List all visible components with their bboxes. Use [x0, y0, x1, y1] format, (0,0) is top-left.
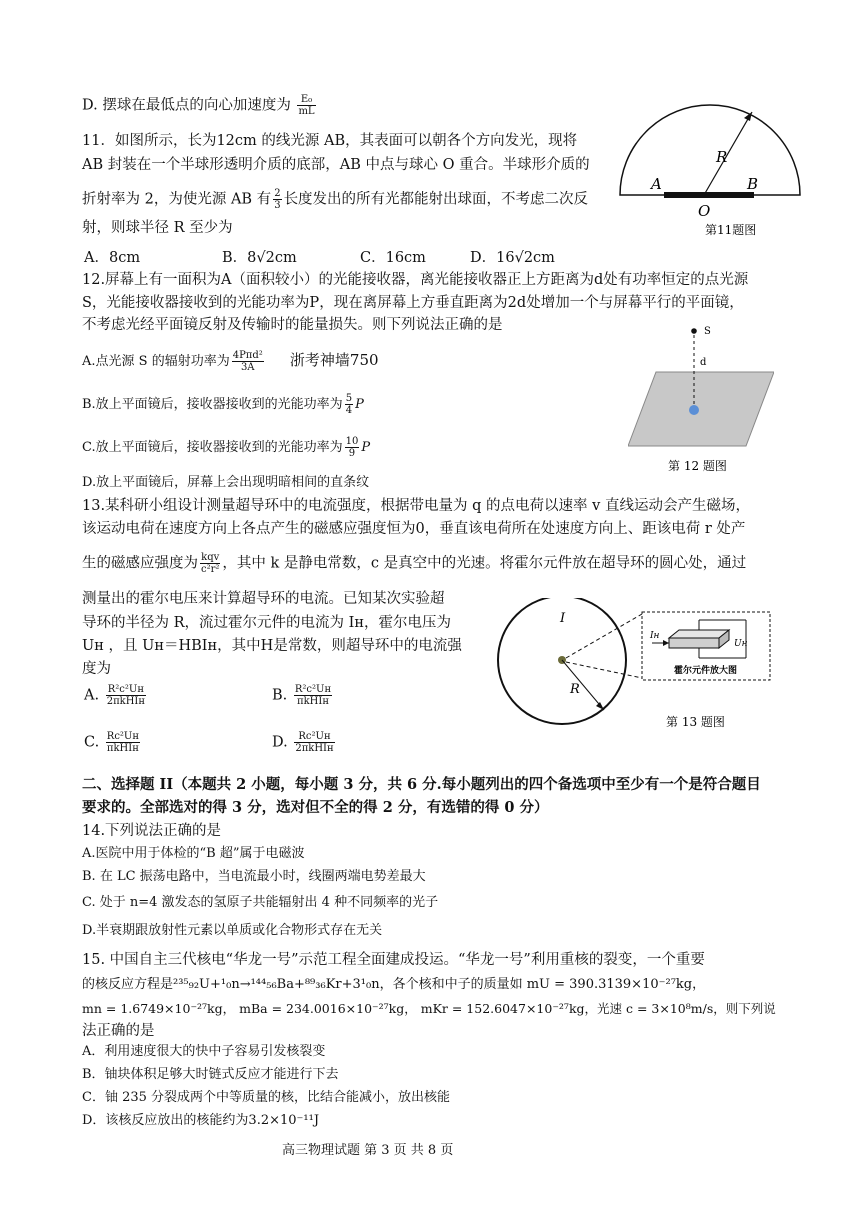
q10-d-label: D. 摆球在最低点的向心加速度为	[82, 97, 291, 114]
q13-hall-figure	[494, 598, 790, 738]
q11-line-2: AB 封装在一个半球形透明介质的底部，AB 中点与球心 O 重合。半球形介质的	[82, 157, 590, 173]
q13-line-5: 导环的半径为 R，流过霍尔元件的电流为 Iн，霍尔电压为	[82, 615, 452, 631]
q12-option-a: A.点光源 S 的辐射功率为 $\frac{\text{4Pπd²}}{3A}$ 浙考神墙750	[82, 350, 379, 373]
q14-stem: 14.下列说法正确的是	[82, 823, 222, 839]
q15-line-3: mn = 1.6749×10⁻²⁷kg， mBa = 234.0016×10⁻²⁷kg， mKr = 152.6047×10⁻²⁷kg，光速 c = 3×10⁸m/s，则下列说	[82, 1001, 776, 1016]
q14-option-c: C. 处于 n=4 激发态的氢原子共能辐射出 4 种不同频率的光子	[82, 895, 439, 910]
q11-label-o: O	[698, 202, 711, 220]
q15-option-a: A．利用速度很大的快中子容易引发核裂变	[82, 1044, 326, 1059]
q13-option-a: A. $\frac{\text{R²c²Uн}}{\text{2πkHIн}}$	[84, 684, 146, 707]
q13-label-uh: Uн	[734, 639, 748, 649]
q13-label-ih: Iн	[650, 631, 660, 641]
page-footer: 高三物理试题 第 3 页 共 8 页	[282, 1143, 454, 1158]
q13-line-7: 度为	[82, 661, 111, 677]
q13-line-3: 生的磁感应强度为 $\frac{\text{kqv}}{\text{c²r²}}$ ，其中 k 是静电常数，c 是真空中的光速。将霍尔元件放在超导环的圆心处，通过	[82, 552, 747, 575]
q13-line-6: Uн ，且 Uн＝HBIн，其中H是常数，则超导环中的电流强	[82, 638, 462, 654]
q15-option-d: D．该核反应放出的核能约为3.2×10⁻¹¹J	[82, 1113, 320, 1128]
q15-line-2: 的核反应方程是²³⁵₉₂U+¹₀n→¹⁴⁴₅₆Ba+⁸⁹₃₆Kr+3¹₀n，各个核和中子的质量如 mU = 390.3139×10⁻²⁷kg，	[82, 977, 706, 992]
q14-option-a: A.医院中用于体检的“B 超”属于电磁波	[82, 846, 305, 861]
q12-option-d: D.放上平面镜后，屏幕上会出现明暗相间的直条纹	[82, 475, 370, 490]
section2-header-line-2: 要求的。全部选对的得 3 分，选对但不全的得 2 分，有选错的得 0 分）	[82, 799, 549, 816]
q10-d-fraction: $\frac{\text{E₀}}{mL}$	[298, 94, 315, 117]
q11-line-4: 射，则球半径 R 至少为	[82, 220, 233, 236]
q12-line-1: 12.屏幕上有一面积为A（面积较小）的光能接收器，离光能接收器正上方距离为d处有功率恒定的点光源	[82, 272, 749, 288]
section2-header-line-1: 二、选择题 II（本题共 2 小题，每小题 3 分，共 6 分.每小题列出的四个备选项中至少有一个是符合题目	[82, 776, 761, 793]
q12-option-b: B.放上平面镜后，接收器接收到的光能功率为 $\frac{5}{4}$ P	[82, 393, 364, 416]
q11-option-a: A．8cm	[84, 250, 141, 266]
q13-option-d: D. $\frac{\text{Rc²Uн}}{\text{2πkHIн}}$	[272, 731, 334, 754]
q12-label-s: S	[704, 326, 711, 337]
q12-option-c: C.放上平面镜后，接收器接收到的光能功率为 $\frac{10}{9}$ P	[82, 436, 371, 459]
q11-hemisphere-figure	[612, 98, 808, 240]
q11-label-r: R	[716, 148, 728, 166]
q13-line-4: 测量出的霍尔电压来计算超导环的电流。已知某次实验超	[82, 591, 445, 607]
q11-line-1: 11．如图所示，长为12cm 的线光源 AB，其表面可以朝各个方向发光，现将	[82, 133, 578, 149]
q13-line-2: 该运动电荷在速度方向上各点产生的磁感应强度恒为0，垂直该电荷所在处速度方向上、距该电荷 r 处产	[82, 521, 746, 537]
q15-option-b: B．铀块体积足够大时链式反应才能进行下去	[82, 1067, 339, 1082]
q15-option-c: C．铀 235 分裂成两个中等质量的核，比结合能减小，放出核能	[82, 1090, 451, 1105]
q11-label-a: A	[651, 175, 662, 193]
q11-option-c: C．16cm	[360, 250, 426, 266]
watermark-text: 浙考神墙750	[289, 351, 379, 369]
q12-line-2: S，光能接收器接收到的光能功率为P，现在离屏幕上方垂直距离为2d处增加一个与屏幕平行的平面镜，	[82, 295, 744, 311]
q13-label-r: R	[570, 682, 580, 697]
q11-caption: 第11题图	[705, 223, 757, 237]
q15-line-1: 15. 中国自主三代核电“华龙一号”示范工程全面建成投运。“华龙一号”利用重核的裂变，一个重要	[82, 952, 705, 968]
q14-option-b: B. 在 LC 振荡电路中，当电流最小时，线圈两端电势差最大	[82, 869, 426, 884]
q14-option-d: D.半衰期跟放射性元素以单质或化合物形式存在无关	[82, 923, 383, 938]
q10-option-d	[82, 94, 318, 117]
q11-option-b: B．8√2cm	[222, 250, 297, 266]
q13-caption: 第 13 题图	[666, 715, 725, 729]
q13-option-b: B. $\frac{\text{R²c²Uн}}{\text{πkHIн}}$	[272, 684, 332, 707]
q13-line-1: 13.某科研小组设计测量超导环中的电流强度，根据带电量为 q 的点电荷以速率 v 直线运动会产生磁场，	[82, 498, 750, 514]
q11-fraction: $\frac{2}{3}$	[274, 188, 281, 211]
q12-caption: 第 12 题图	[668, 459, 727, 473]
q13-option-c: C. $\frac{\text{Rc²Uн}}{\text{πkHIн}}$	[84, 731, 140, 754]
q13-label-i: I	[560, 611, 566, 626]
q11-option-d: D．16√2cm	[470, 250, 555, 266]
q11-label-b: B	[747, 175, 759, 193]
q12-mirror-figure	[628, 322, 774, 478]
q12-label-d: d	[700, 357, 707, 368]
q12-line-3: 不考虑光经平面镜反射及传输时的能量损失。则下列说法正确的是	[82, 317, 503, 333]
q13-enlarged-label: 霍尔元件放大图	[674, 666, 738, 676]
q15-line-4: 法正确的是	[82, 1023, 155, 1039]
q11-line-3: 折射率为 2，为使光源 AB 有 $\frac{2}{3}$ 长度发出的所有光都能射出球面，不考虑二次反	[82, 188, 589, 211]
